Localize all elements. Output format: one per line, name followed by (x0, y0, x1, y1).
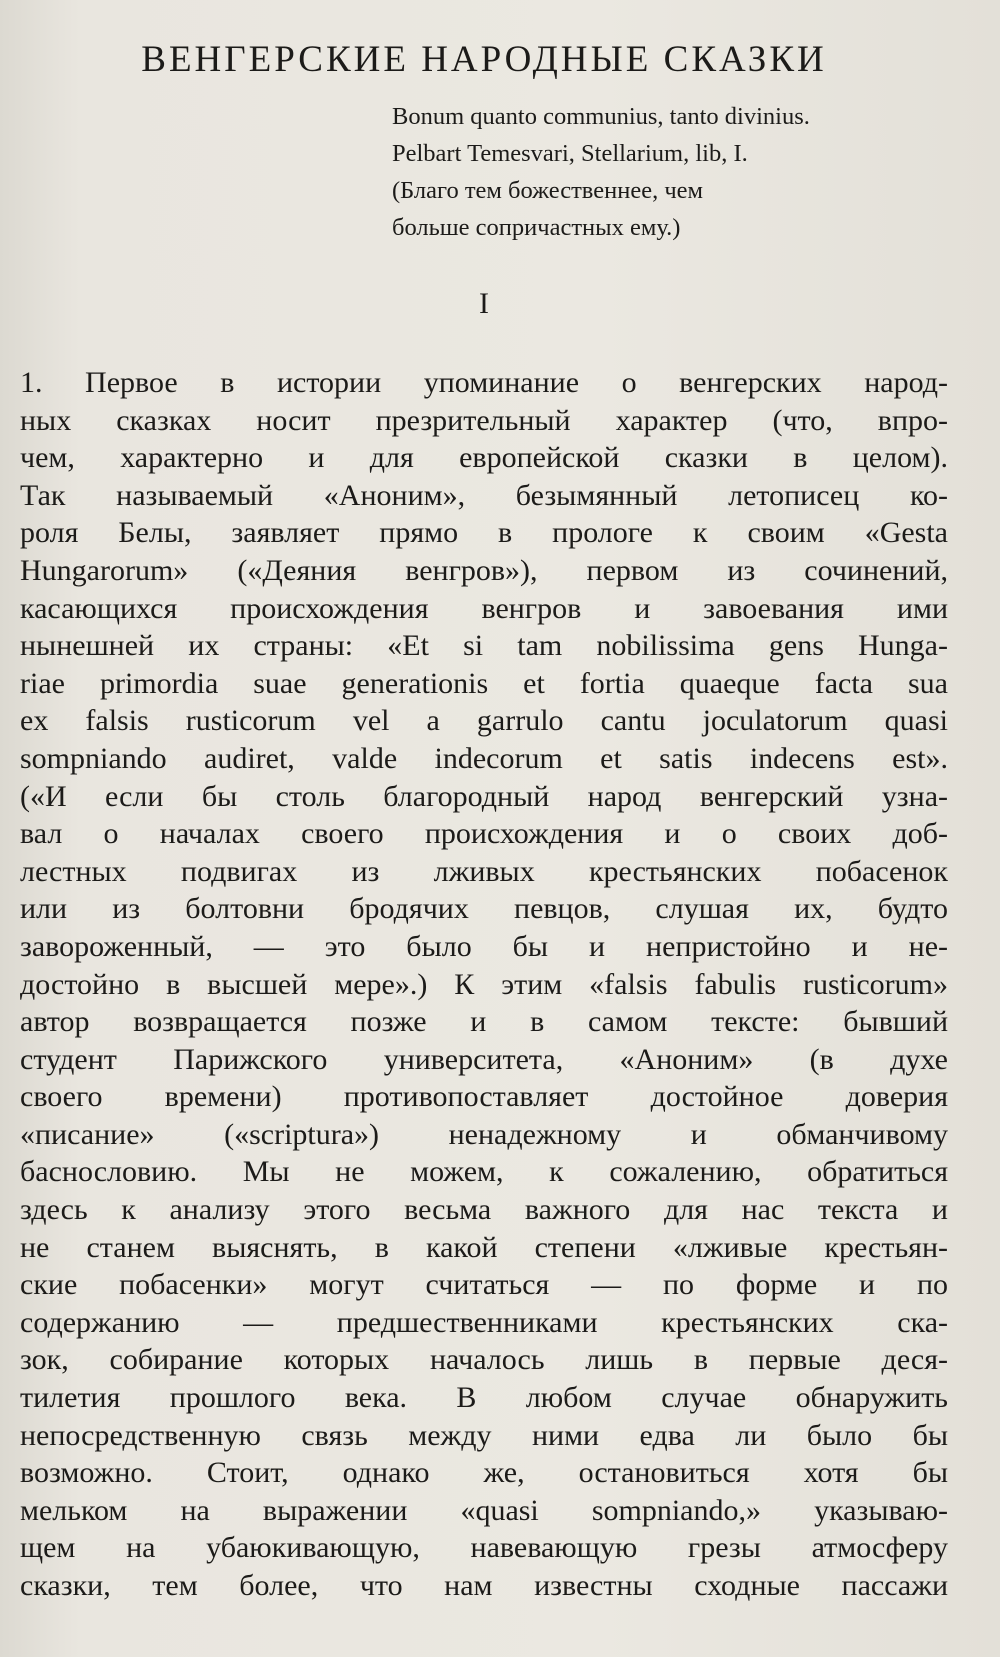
text-line: ex falsis rusticorum vel a garrulo cantu joculatorum quasi (20, 704, 948, 738)
text-line: содержанию — предшественниками крестьянских ска- (20, 1305, 948, 1339)
text-line: лестных подвигах из лживых крестьянских побасенок (20, 854, 948, 888)
text-line: чем, характерно и для европейской сказки в целом). (20, 441, 948, 475)
text-line: ские побасенки» могут считаться — по форме и по (20, 1268, 948, 1302)
text-line: своего времени) противопоставляет достойное доверия (20, 1080, 948, 1114)
text-line: riae primordia suae generationis et fortia quaeque facta sua (20, 666, 948, 700)
text-line: касающихся происхождения венгров и завоевания ими (20, 591, 948, 625)
text-line: баснословию. Мы не можем, к сожалению, обратиться (20, 1155, 948, 1189)
body-paragraph (20, 364, 948, 1605)
text-line: непосредственную связь между ними едва ли было бы (20, 1418, 948, 1452)
chapter-title: ВЕНГЕРСКИЕ НАРОДНЫЕ СКАЗКИ (141, 39, 827, 80)
text-line: Так называемый «Аноним», безымянный летописец ко- (20, 478, 948, 512)
text-line: здесь к анализу этого весьма важного для нас текста и (20, 1193, 948, 1227)
text-line: зок, собирание которых началось лишь в первые деся- (20, 1343, 948, 1377)
text-line: «писание» («scriptura») ненадежному и обманчивому (20, 1117, 948, 1151)
text-line: автор возвращается позже и в самом тексте: бывший (20, 1005, 948, 1039)
text-line: или из болтовни бродячих певцов, слушая их, будто (20, 892, 948, 926)
section-number: I (479, 287, 489, 320)
text-line: Hungarorum» («Деяния венгров»), первом из сочинений, (20, 553, 948, 587)
text-line: студент Парижского университета, «Аноним» (в духе (20, 1042, 948, 1076)
page-content (20, 22, 948, 1605)
text-line: завороженный, — это было бы и непристойно и не- (20, 929, 948, 963)
epigraph-line: (Благо тем божественнее, чем (392, 177, 704, 204)
epigraph-line: Pelbart Temesvari, Stellarium, lib, I. (392, 140, 748, 167)
epigraph-line: Bonum quanto communius, tanto divinius. (392, 103, 810, 130)
text-line: щем на убаюкивающую, навевающую грезы атмосферу (20, 1531, 948, 1565)
text-line: сказки, тем более, что нам известны сходные пассажи (20, 1569, 948, 1602)
text-line: ных сказках носит презрительный характер (что, впро- (20, 403, 948, 437)
text-line: роля Белы, заявляет прямо в прологе к своим «Gesta (20, 516, 948, 550)
epigraph (392, 98, 948, 246)
text-line: вал о началах своего происхождения и о своих доб- (20, 817, 948, 851)
epigraph-line: больше сопричастных ему.) (392, 214, 681, 241)
text-line: достойно в высшей мере».) К этим «falsis fabulis rusticorum» (20, 967, 948, 1001)
text-line: («И если бы столь благородный народ венгерский узна- (20, 779, 948, 813)
text-line: нынешней их страны: «Et si tam nobilissima gens Hunga- (20, 629, 948, 663)
text-line: тилетия прошлого века. В любом случае обнаружить (20, 1381, 948, 1415)
text-line: возможно. Стоит, однако же, остановиться хотя бы (20, 1456, 948, 1490)
text-line: мельком на выражении «quasi sompniando,» указываю- (20, 1493, 948, 1527)
text-line: не станем выяснять, в какой степени «лживые крестьян- (20, 1230, 948, 1264)
text-line: 1. Первое в истории упоминание о венгерских народ- (20, 366, 948, 399)
text-line: sompniando audiret, valde indecorum et satis indecens est». (20, 741, 948, 775)
